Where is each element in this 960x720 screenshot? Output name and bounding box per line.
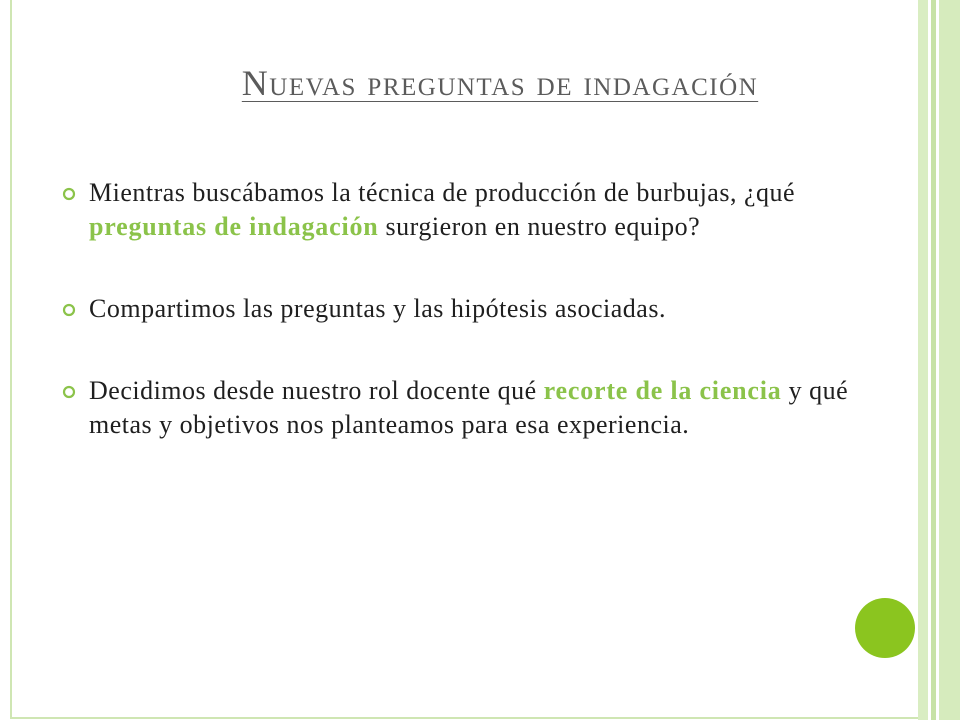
bullet-list — [60, 176, 880, 442]
bullet-highlight: recorte de la ciencia — [543, 376, 782, 405]
bullet-text: surgieron en nuestro equipo? — [378, 212, 701, 241]
bullet-text: Compartimos las preguntas y las hipótesis asociadas. — [89, 294, 666, 323]
green-circle-decoration — [855, 598, 915, 658]
bullet-item — [60, 292, 880, 326]
ring-bullet-icon — [62, 385, 76, 399]
bullet-highlight: preguntas de indagación — [89, 212, 379, 241]
bullet-text: Decidimos desde nuestro rol docente qué — [89, 376, 544, 405]
bullet-item — [60, 176, 880, 244]
bullet-text: y qué metas y objetivos nos planteamos para esa experiencia. — [89, 376, 849, 439]
ring-bullet-icon — [62, 303, 76, 317]
right-stripe — [918, 0, 928, 720]
bullet-item — [60, 374, 880, 442]
right-stripe — [939, 0, 960, 720]
slide-title: Nuevas preguntas de indagación — [241, 63, 759, 103]
ring-bullet-icon — [62, 187, 76, 201]
bullet-text: Mientras buscábamos la técnica de producción de burbujas, ¿qué — [89, 178, 796, 207]
